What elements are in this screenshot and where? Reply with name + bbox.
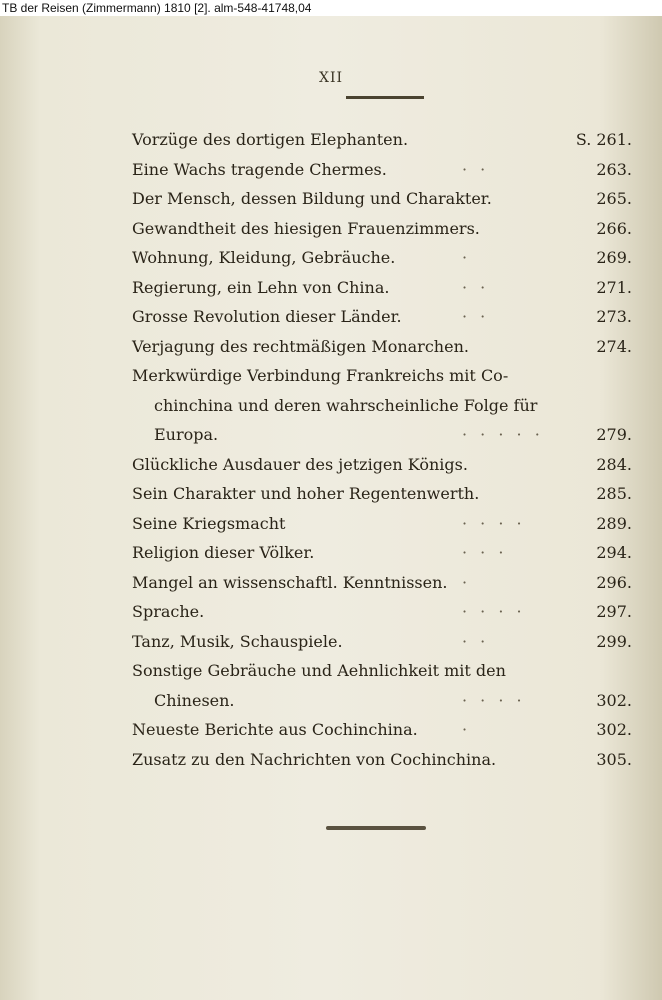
toc-entry (132, 539, 632, 567)
toc-entry (132, 598, 632, 626)
toc-entry (132, 303, 632, 331)
toc-entry-page: 289. (596, 513, 632, 533)
toc-entry-dots: · (462, 248, 472, 267)
toc-entry-dots: · · (462, 277, 490, 297)
toc-entry-page: 297. (596, 602, 632, 621)
toc-entry-title: Der Mensch, dessen Bildung und Charakter. (132, 189, 492, 208)
toc-entry (132, 244, 632, 272)
toc-entry (132, 451, 632, 479)
toc-entry-title: Sonstige Gebräuche und Aehnlichkeit mit den (132, 661, 506, 680)
toc-entry (132, 657, 632, 685)
toc-entry (132, 687, 632, 715)
toc-entry-title: Grosse Revolution dieser Länder. (132, 307, 402, 326)
toc-entry-title: Wohnung, Kleidung, Gebräuche. (132, 248, 396, 267)
toc-entry-title: Sein Charakter und hoher Regentenwerth. (132, 484, 480, 503)
toc-entry (132, 746, 632, 774)
toc-entry-dots: · · · · (462, 513, 526, 533)
toc-entry-title: Vorzüge des dortigen Elephanten. (132, 130, 409, 149)
toc-entry-title: Tanz, Musik, Schauspiele. (132, 631, 343, 651)
toc-entry-page: 296. (596, 572, 632, 592)
toc-entry-page: 299. (596, 631, 632, 651)
toc-entry-page: 305. (596, 749, 632, 769)
toc-entry-page: 265. (596, 189, 632, 208)
toc-entry-page: 284. (596, 454, 632, 474)
toc-entry-page: 279. (596, 425, 632, 444)
toc-entry (132, 362, 632, 390)
toc-entry-title: Gewandtheit des hiesigen Frauenzimmers. (132, 218, 480, 238)
window-title: TB der Reisen (Zimmermann) 1810 [2]. alm-548-41748,04 (0, 0, 662, 16)
toc-entry-title: Seine Kriegsmacht (132, 513, 286, 533)
toc-entry (132, 392, 632, 420)
toc-entry-page: 302. (596, 720, 632, 739)
toc-entry (132, 716, 632, 744)
toc-entry-title: Verjagung des rechtmäßigen Monarchen. (132, 336, 469, 356)
toc-entry-page: 274. (596, 336, 632, 356)
toc-entry-page: 285. (596, 484, 632, 503)
bottom-rule (326, 826, 426, 830)
toc-entry-title: Sprache. (132, 602, 205, 621)
toc-entry-page: 266. (596, 218, 632, 238)
toc-entry (132, 628, 632, 656)
toc-entry-dots: · (462, 720, 472, 739)
toc-entry-dots: · · · · · (462, 425, 544, 444)
toc-entry-dots: · · (462, 307, 490, 326)
toc-entry-dots: · (462, 572, 472, 592)
toc-entry-title: chinchina und deren wahrscheinliche Folge für (154, 395, 538, 415)
toc-entry-dots: · · · · (462, 602, 526, 621)
toc-entry-dots: · · · · (462, 690, 526, 710)
toc-entry (132, 156, 632, 184)
toc-entry (132, 480, 632, 508)
toc-entry-page: 273. (596, 307, 632, 326)
toc-entry-title: Eine Wachs tragende Chermes. (132, 159, 387, 179)
page-header: XII (318, 70, 344, 86)
toc-entry-title: Glückliche Ausdauer des jetzigen Königs. (132, 454, 468, 474)
toc-entry-page: 263. (596, 159, 632, 179)
toc-entry-page: 302. (596, 690, 632, 710)
toc-entry (132, 126, 632, 154)
toc-entry-title: Religion dieser Völker. (132, 543, 315, 562)
toc-entry (132, 333, 632, 361)
toc-entry-page: S. 261. (575, 130, 632, 149)
toc-entry-dots: · · · (462, 543, 508, 562)
toc-entry-title: Mangel an wissenschaftl. Kenntnissen. (132, 572, 448, 592)
toc-entry-title: Europa. (154, 425, 219, 444)
book-page (0, 16, 662, 1000)
toc-entry-title: Neueste Berichte aus Cochinchina. (132, 720, 418, 739)
toc-entry (132, 569, 632, 597)
bleed-through-text (140, 788, 620, 948)
toc-entry-title: Zusatz zu den Nachrichten von Cochinchina. (132, 749, 497, 769)
toc-entry (132, 215, 632, 243)
header-rule (346, 96, 424, 99)
toc-entry-dots: · · (462, 159, 490, 179)
toc-entry (132, 274, 632, 302)
toc-entry-dots: · · (462, 631, 490, 651)
toc-entry (132, 510, 632, 538)
toc-entry-title: Merkwürdige Verbindung Frankreichs mit Co- (132, 366, 509, 385)
toc-entry (132, 185, 632, 213)
toc-entry-title: Chinesen. (154, 690, 235, 710)
toc-entry-page: 269. (596, 248, 632, 267)
toc-entry (132, 421, 632, 449)
toc-entry-page: 294. (596, 543, 632, 562)
toc-entry-title: Regierung, ein Lehn von China. (132, 277, 390, 297)
toc-entry-page: 271. (596, 277, 632, 297)
